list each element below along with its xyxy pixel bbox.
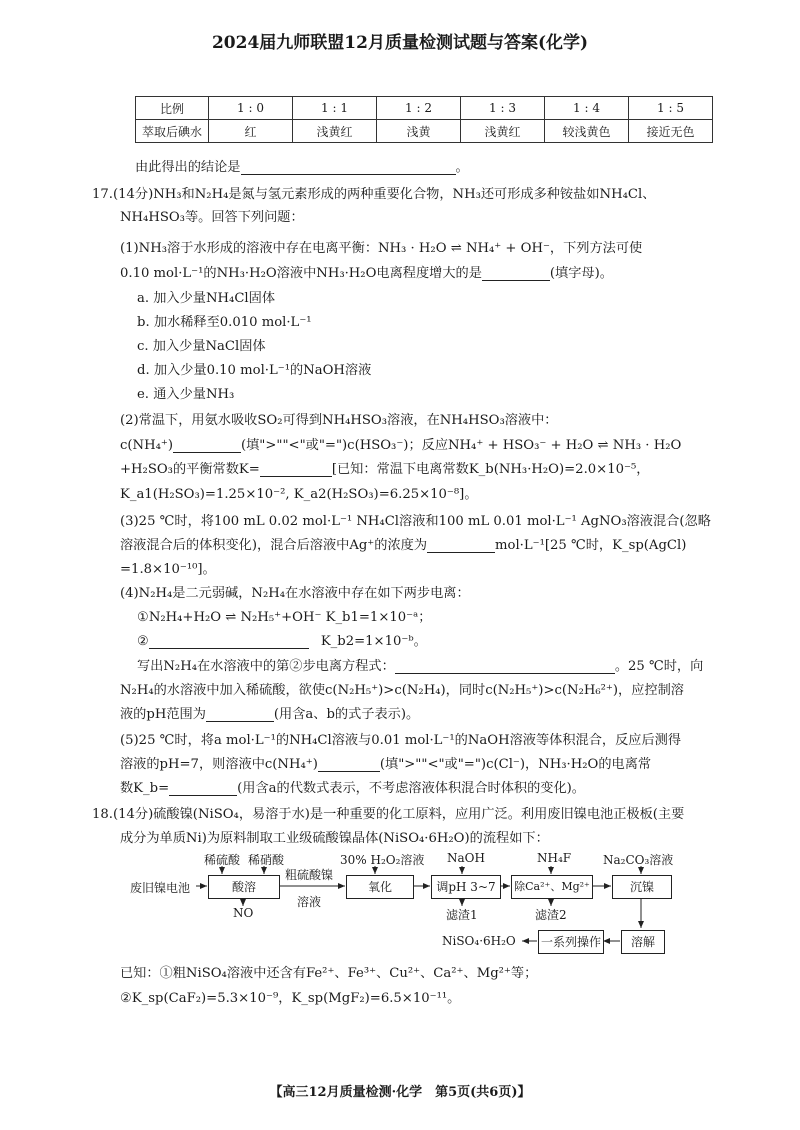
q17-1-hint: (填字母)。 <box>549 266 613 281</box>
flow-step-adjust-ph: 调pH 3~7 <box>431 875 501 899</box>
q17-intro-line-2: NH₄HSO₃等。回答下列问题： <box>120 210 304 225</box>
flow-step-dissolve: 溶解 <box>621 930 665 954</box>
option-c: c. 加入少量NaCl固体 <box>137 339 266 354</box>
flow-out-residue-1: 滤渣1 <box>446 908 478 922</box>
known-line-2: ②K_sp(CaF₂)=5.3×10⁻⁹，K_sp(MgF₂)=6.5×10⁻¹¹。 <box>120 991 461 1006</box>
q17-4-write-text: 写出N₂H₄在水溶液中的第②步电离方程式： <box>137 659 395 674</box>
q17-2-line-4: K_a1(H₂SO₃)=1.25×10⁻², K_a2(H₂SO₃)=6.25×10⁻⁸]。 <box>120 487 478 502</box>
flow-reagent-naoh: NaOH <box>447 851 485 865</box>
page-title: 2024届九师联盟12月质量检测试题与答案(化学) <box>211 33 589 53</box>
q17-3-text: 溶液混合后的体积变化)，混合后溶液中Ag⁺的浓度为 <box>120 538 428 553</box>
flow-reagent-nh4f: NH₄F <box>537 851 572 865</box>
q17-5-text-cont: (填">""<"或"=")c(Cl⁻)，NH₃·H₂O的电离常 <box>379 757 652 772</box>
q17-2-k-note: [已知：常温下电离常数K_b(NH₃·H₂O)=2.0×10⁻⁵， <box>331 462 650 477</box>
q18-line-1: 18.(14分)硫酸镍(NiSO₄，易溶于水)是一种重要的化工原料，应用广泛。利用废旧镍电池正极板(主要 <box>92 807 685 822</box>
table-cell: 比例 <box>136 97 209 120</box>
table-cell: 浅黄红 <box>461 120 545 143</box>
table-cell: 1 : 5 <box>629 97 713 120</box>
q17-4-step-1: ①N₂H₄+H₂O ⇌ N₂H₅⁺+OH⁻ K_b1=1×10⁻ᵃ； <box>137 610 432 625</box>
table-cell: 1 : 4 <box>545 97 629 120</box>
flow-reagent-sulfuric: 稀硫酸 <box>204 853 241 867</box>
q17-3-line-1: (3)25 ℃时，将100 mL 0.02 mol·L⁻¹ NH₄Cl溶液和100 mL 0.01 mol·L⁻¹ AgNO₃溶液混合(忽略 <box>120 514 711 529</box>
known-line-1: 已知：①粗NiSO₄溶液中还含有Fe²⁺、Fe³⁺、Cu²⁺、Ca²⁺、Mg²⁺等； <box>120 966 538 981</box>
table-cell: 红 <box>209 120 293 143</box>
q17-4-step-2-label: ② <box>137 634 149 649</box>
q17-3-unit: mol·L⁻¹[25 ℃时，K_sp(AgCl) <box>495 538 687 553</box>
conclusion-end: 。 <box>455 160 469 175</box>
page-footer: 【高三12月质量检测·化学 第5页(共6页)】 <box>269 1085 531 1100</box>
q17-4-line-5: N₂H₄的水溶液中加入稀硫酸，欲使c(N₂H₅⁺)>c(N₂H₄)，同时c(N₂H₅⁺)>c(N₂H₆²⁺)，应控制溶 <box>120 683 684 698</box>
q17-5-kb-hint: (用含a的代数式表示，不考虑溶液体积混合时体积的变化)。 <box>237 781 585 796</box>
option-a: a. 加入少量NH₄Cl固体 <box>137 291 276 306</box>
flow-step-precipitate: 沉镍 <box>612 875 672 899</box>
q17-5-text: 溶液的pH=7，则溶液中c(NH₄⁺) <box>120 757 318 772</box>
q17-2-text: c(NH₄⁺) <box>120 438 173 453</box>
option-b: b. 加水稀释至0.010 mol·L⁻¹ <box>137 315 312 330</box>
q17-4-line-1: (4)N₂H₄是二元弱碱，N₂H₄在水溶液中存在如下两步电离： <box>120 586 470 601</box>
flow-crude-label-2: 溶液 <box>297 895 322 909</box>
q17-4-ph-text: 液的pH范围为 <box>120 707 206 722</box>
table-cell: 1 : 2 <box>377 97 461 120</box>
q17-4-write-cont: 。25 ℃时，向 <box>614 659 704 674</box>
q17-1-line-1: (1)NH₃溶于水形成的溶液中存在电离平衡：NH₃ · H₂O ⇌ NH₄⁺ + OH⁻，下列方法可使 <box>120 241 643 256</box>
q17-2-k-text: +H₂SO₃的平衡常数K= <box>120 462 260 477</box>
table-cell: 浅黄 <box>377 120 461 143</box>
option-e: e. 通入少量NH₃ <box>137 387 235 402</box>
flow-out-no: NO <box>233 906 254 920</box>
q17-intro-line-1: 17.(14分)NH₃和N₂H₄是氮与氢元素形成的两种重要化合物，NH₃还可形成多种铵盐如NH₄Cl、 <box>92 187 656 202</box>
q17-4-kb2: K_b2=1×10⁻ᵇ。 <box>320 634 427 649</box>
table-cell: 浅黄红 <box>293 120 377 143</box>
flow-out-residue-2: 滤渣2 <box>535 908 567 922</box>
conclusion-text: 由此得出的结论是 <box>135 160 241 175</box>
q17-1-text: 0.10 mol·L⁻¹的NH₃·H₂O溶液中NH₃·H₂O电离程度增大的是 <box>120 266 482 281</box>
flow-reagent-na2co3: Na₂CO₃溶液 <box>603 853 674 867</box>
flow-product: NiSO₄·6H₂O <box>442 934 516 948</box>
q17-2-line-1: (2)常温下，用氨水吸收SO₂可得到NH₄HSO₃溶液，在NH₄HSO₃溶液中： <box>120 413 558 428</box>
table-cell: 接近无色 <box>629 120 713 143</box>
q17-2-text-cont: (填">""<"或"=")c(HSO₃⁻)；反应NH₄⁺ + HSO₃⁻ + H₂O ⇌ NH₃ · H₂O <box>240 438 682 453</box>
flow-crude-label-1: 粗硫酸镍 <box>285 868 334 882</box>
flow-step-series-ops: 一系列操作 <box>538 930 604 954</box>
option-d: d. 加入少量0.10 mol·L⁻¹的NaOH溶液 <box>137 363 372 378</box>
table-cell: 1 : 3 <box>461 97 545 120</box>
flow-reagent-h2o2: 30% H₂O₂溶液 <box>340 853 425 867</box>
table-cell: 萃取后碘水 <box>136 120 209 143</box>
q17-4-ph-hint: (用含a、b的式子表示)。 <box>273 707 420 722</box>
q17-5-line-1: (5)25 ℃时，将a mol·L⁻¹的NH₄Cl溶液与0.01 mol·L⁻¹的NaOH溶液等体积混合，反应后测得 <box>120 733 682 748</box>
q18-line-2: 成分为单质Ni)为原料制取工业级硫酸镍晶体(NiSO₄·6H₂O)的流程如下： <box>120 831 549 846</box>
flow-step-oxidize: 氧化 <box>346 875 414 899</box>
flow-reagent-nitric: 稀硝酸 <box>248 853 285 867</box>
q17-5-kb-text: 数K_b= <box>120 781 170 796</box>
table-cell: 较浅黄色 <box>545 120 629 143</box>
q17-3-line-3: =1.8×10⁻¹⁰]。 <box>120 562 216 577</box>
flow-step-acid-dissolve: 酸溶 <box>208 875 280 899</box>
flow-step-remove-ca-mg: 除Ca²⁺、Mg²⁺ <box>511 875 593 899</box>
table-cell: 1 : 0 <box>209 97 293 120</box>
table-cell: 1 : 1 <box>293 97 377 120</box>
flow-input: 废旧镍电池 <box>130 881 191 895</box>
